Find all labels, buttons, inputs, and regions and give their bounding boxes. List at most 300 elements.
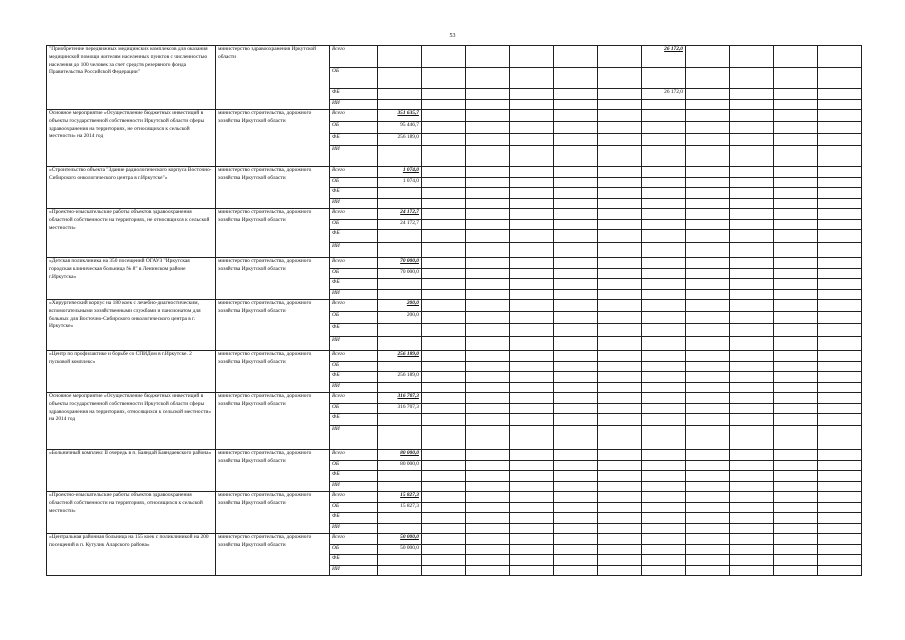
amount-cell	[554, 219, 598, 230]
amount-cell	[686, 492, 730, 503]
amount-cell	[554, 382, 598, 393]
funding-source-cell: ФБ	[330, 324, 378, 337]
table-row	[47, 167, 862, 178]
amount-cell	[818, 513, 862, 524]
amount-cell	[818, 426, 862, 450]
amount-cell	[554, 89, 598, 100]
amount-cell	[642, 361, 686, 372]
amount-cell	[598, 403, 642, 414]
amount-cell	[510, 300, 554, 312]
amount-cell	[818, 361, 862, 372]
amount-cell	[642, 167, 686, 178]
amount-cell	[554, 300, 598, 312]
executor-cell: министерство строительства, дорожного хозяйства Иркутской области	[216, 167, 330, 209]
funding-source-cell: ФБ	[330, 134, 378, 146]
funding-source-cell: ОБ	[330, 502, 378, 513]
amount-cell	[774, 460, 818, 471]
funding-source-cell: ОБ	[330, 460, 378, 471]
amount-cell	[378, 99, 422, 110]
amount-cell	[378, 426, 422, 450]
amount-cell	[422, 534, 466, 545]
amount-cell	[598, 555, 642, 566]
amount-cell	[818, 471, 862, 482]
amount-cell	[554, 351, 598, 362]
amount-cell	[510, 68, 554, 89]
amount-cell	[818, 382, 862, 393]
amount-cell	[554, 450, 598, 461]
amount-cell	[554, 258, 598, 269]
amount-cell	[598, 471, 642, 482]
amount-cell	[774, 481, 818, 492]
amount-cell	[598, 450, 642, 461]
amount-cell	[554, 337, 598, 351]
amount-cell	[510, 414, 554, 426]
funding-source-cell: ИИ	[330, 426, 378, 450]
amount-cell	[598, 382, 642, 393]
amount-cell	[686, 230, 730, 243]
amount-cell	[818, 46, 862, 68]
funding-source-cell: ИИ	[330, 565, 378, 576]
funding-source-cell: ИИ	[330, 382, 378, 393]
amount-cell	[818, 289, 862, 300]
amount-cell	[730, 481, 774, 492]
amount-cell	[686, 300, 730, 312]
amount-cell	[422, 324, 466, 337]
amount-cell	[598, 89, 642, 100]
amount-cell	[598, 243, 642, 258]
amount-cell	[818, 110, 862, 122]
amount-cell	[730, 492, 774, 503]
amount-cell	[510, 89, 554, 100]
amount-cell	[774, 68, 818, 89]
amount-cell	[510, 209, 554, 220]
amount-cell	[378, 188, 422, 199]
amount-cell	[466, 312, 510, 324]
event-name-cell: «Больничный комплекс II очередь в п. Баяндай Баяндаевского района»	[47, 450, 216, 492]
amount-cell	[554, 534, 598, 545]
amount-cell	[774, 209, 818, 220]
amount-cell	[818, 122, 862, 134]
amount-cell	[422, 46, 466, 68]
funding-source-cell: ФБ	[330, 555, 378, 566]
amount-cell	[730, 393, 774, 404]
event-name-cell: «Проектно-изыскательские работы объектов здравоохранения областной собственности на территориях, относящихся к сельской местности»	[47, 492, 216, 534]
amount-cell	[598, 268, 642, 279]
amount-cell	[510, 351, 554, 362]
amount-cell	[686, 134, 730, 146]
amount-cell	[730, 324, 774, 337]
amount-cell	[642, 502, 686, 513]
amount-cell	[466, 289, 510, 300]
amount-cell	[510, 243, 554, 258]
amount-cell	[730, 312, 774, 324]
amount-cell: 26 172,0	[642, 89, 686, 100]
amount-cell	[642, 481, 686, 492]
amount-cell	[598, 534, 642, 545]
amount-cell	[642, 351, 686, 362]
amount-cell	[730, 46, 774, 68]
amount-cell: 70 000,0	[378, 258, 422, 269]
amount-cell	[730, 534, 774, 545]
executor-cell: министерство строительства, дорожного хозяйства Иркутской области	[216, 351, 330, 393]
budget-table	[46, 45, 862, 576]
amount-cell	[774, 337, 818, 351]
amount-cell	[642, 337, 686, 351]
amount-cell	[686, 209, 730, 220]
amount-cell	[686, 89, 730, 100]
amount-cell	[422, 502, 466, 513]
amount-cell	[730, 230, 774, 243]
table-row	[47, 393, 862, 404]
amount-cell	[510, 279, 554, 290]
amount-cell	[818, 243, 862, 258]
amount-cell	[466, 337, 510, 351]
amount-cell	[730, 167, 774, 178]
funding-source-cell: ОБ	[330, 544, 378, 555]
amount-cell	[686, 198, 730, 209]
amount-cell	[554, 403, 598, 414]
amount-cell	[642, 134, 686, 146]
funding-source-cell: Всего	[330, 393, 378, 404]
amount-cell	[422, 167, 466, 178]
amount-cell	[598, 361, 642, 372]
amount-cell	[422, 89, 466, 100]
table-row	[47, 450, 862, 461]
amount-cell	[818, 372, 862, 383]
amount-cell	[554, 544, 598, 555]
amount-cell: 316 707,3	[378, 393, 422, 404]
amount-cell	[554, 188, 598, 199]
amount-cell	[466, 209, 510, 220]
funding-source-cell: Всего	[330, 492, 378, 503]
amount-cell	[774, 502, 818, 513]
amount-cell	[422, 426, 466, 450]
funding-source-cell: Всего	[330, 351, 378, 362]
amount-cell	[598, 312, 642, 324]
amount-cell	[510, 460, 554, 471]
amount-cell	[598, 544, 642, 555]
funding-source-cell: ФБ	[330, 89, 378, 100]
executor-cell: министерство строительства, дорожного хозяйства Иркутской области	[216, 300, 330, 351]
amount-cell	[466, 523, 510, 534]
amount-cell	[554, 565, 598, 576]
event-name-cell: «Строительство объекта "Здание радиологического корпуса Восточно-Сибирского онкологического центра в г.Иркутске"»	[47, 167, 216, 209]
amount-cell	[774, 555, 818, 566]
table-row	[47, 300, 862, 312]
amount-cell	[774, 279, 818, 290]
amount-cell	[686, 167, 730, 178]
amount-cell	[818, 555, 862, 566]
amount-cell	[774, 324, 818, 337]
amount-cell	[818, 300, 862, 312]
amount-cell	[422, 414, 466, 426]
funding-source-cell: ИИ	[330, 99, 378, 110]
amount-cell	[466, 258, 510, 269]
amount-cell	[554, 372, 598, 383]
amount-cell	[818, 492, 862, 503]
amount-cell: 200,0	[378, 300, 422, 312]
funding-source-cell: ОБ	[330, 312, 378, 324]
amount-cell	[466, 146, 510, 167]
amount-cell	[686, 177, 730, 188]
amount-cell	[774, 289, 818, 300]
amount-cell	[598, 230, 642, 243]
amount-cell	[642, 289, 686, 300]
amount-cell	[642, 146, 686, 167]
amount-cell	[818, 403, 862, 414]
amount-cell	[686, 99, 730, 110]
amount-cell	[730, 460, 774, 471]
amount-cell	[598, 110, 642, 122]
amount-cell	[422, 110, 466, 122]
amount-cell	[818, 146, 862, 167]
amount-cell	[554, 289, 598, 300]
amount-cell	[422, 460, 466, 471]
amount-cell	[510, 167, 554, 178]
amount-cell	[774, 565, 818, 576]
amount-cell	[378, 565, 422, 576]
amount-cell	[554, 198, 598, 209]
amount-cell	[642, 177, 686, 188]
executor-cell: министерство строительства, дорожного хозяйства Иркутской области	[216, 450, 330, 492]
funding-source-cell: ИИ	[330, 337, 378, 351]
amount-cell	[510, 450, 554, 461]
amount-cell	[642, 230, 686, 243]
amount-cell	[554, 502, 598, 513]
amount-cell	[818, 502, 862, 513]
amount-cell	[730, 544, 774, 555]
amount-cell	[466, 565, 510, 576]
amount-cell	[774, 258, 818, 269]
amount-cell	[554, 146, 598, 167]
amount-cell	[642, 382, 686, 393]
amount-cell	[598, 188, 642, 199]
amount-cell	[466, 513, 510, 524]
amount-cell	[730, 450, 774, 461]
amount-cell: 95 446,7	[378, 122, 422, 134]
amount-cell	[466, 99, 510, 110]
amount-cell	[774, 450, 818, 461]
funding-source-cell: ИИ	[330, 481, 378, 492]
executor-cell: министерство строительства, дорожного хозяйства Иркутской области	[216, 209, 330, 258]
amount-cell: 1 074,0	[378, 177, 422, 188]
amount-cell	[818, 393, 862, 404]
amount-cell	[378, 382, 422, 393]
amount-cell	[510, 502, 554, 513]
amount-cell	[774, 89, 818, 100]
amount-cell	[730, 565, 774, 576]
amount-cell	[642, 188, 686, 199]
amount-cell	[422, 268, 466, 279]
amount-cell	[466, 502, 510, 513]
funding-source-cell: ОБ	[330, 219, 378, 230]
amount-cell	[466, 492, 510, 503]
amount-cell	[686, 414, 730, 426]
amount-cell	[730, 89, 774, 100]
amount-cell	[466, 300, 510, 312]
amount-cell	[466, 460, 510, 471]
amount-cell	[554, 312, 598, 324]
event-name-cell: Основное мероприятие «Осуществление бюджетных инвестиций в объекты государственной собственности Иркутской области сферы здравоохранения на территориях, не относящихся к сельской местности» на 2014 год	[47, 110, 216, 167]
amount-cell	[730, 279, 774, 290]
amount-cell	[422, 544, 466, 555]
amount-cell	[730, 414, 774, 426]
amount-cell	[378, 146, 422, 167]
amount-cell	[466, 243, 510, 258]
amount-cell	[598, 337, 642, 351]
amount-cell	[774, 414, 818, 426]
amount-cell	[466, 351, 510, 362]
amount-cell	[686, 450, 730, 461]
amount-cell	[510, 198, 554, 209]
amount-cell	[686, 460, 730, 471]
amount-cell	[686, 279, 730, 290]
amount-cell	[422, 289, 466, 300]
amount-cell	[730, 219, 774, 230]
amount-cell	[378, 523, 422, 534]
amount-cell	[686, 289, 730, 300]
amount-cell	[510, 337, 554, 351]
amount-cell	[466, 361, 510, 372]
amount-cell	[730, 555, 774, 566]
amount-cell	[686, 372, 730, 383]
amount-cell	[466, 481, 510, 492]
amount-cell	[510, 471, 554, 482]
amount-cell	[686, 46, 730, 68]
amount-cell	[818, 209, 862, 220]
amount-cell	[554, 523, 598, 534]
amount-cell	[598, 393, 642, 404]
amount-cell	[510, 99, 554, 110]
amount-cell	[686, 188, 730, 199]
amount-cell	[466, 188, 510, 199]
amount-cell	[554, 230, 598, 243]
amount-cell	[422, 471, 466, 482]
funding-source-cell: ФБ	[330, 188, 378, 199]
amount-cell	[730, 351, 774, 362]
amount-cell	[598, 46, 642, 68]
amount-cell	[730, 372, 774, 383]
amount-cell	[642, 268, 686, 279]
amount-cell	[598, 167, 642, 178]
amount-cell	[422, 279, 466, 290]
amount-cell	[554, 361, 598, 372]
amount-cell	[554, 279, 598, 290]
amount-cell	[422, 351, 466, 362]
amount-cell	[422, 209, 466, 220]
amount-cell	[730, 177, 774, 188]
amount-cell	[422, 565, 466, 576]
amount-cell	[510, 230, 554, 243]
funding-source-cell: ОБ	[330, 361, 378, 372]
amount-cell	[598, 122, 642, 134]
funding-source-cell: ОБ	[330, 403, 378, 414]
amount-cell	[378, 68, 422, 89]
amount-cell	[510, 258, 554, 269]
funding-source-cell: ИИ	[330, 146, 378, 167]
amount-cell	[774, 230, 818, 243]
amount-cell	[730, 110, 774, 122]
amount-cell	[818, 279, 862, 290]
amount-cell	[730, 337, 774, 351]
amount-cell	[686, 351, 730, 362]
amount-cell	[598, 177, 642, 188]
amount-cell	[642, 555, 686, 566]
amount-cell	[642, 471, 686, 482]
amount-cell	[554, 492, 598, 503]
amount-cell	[686, 268, 730, 279]
amount-cell	[554, 555, 598, 566]
funding-source-cell: Всего	[330, 258, 378, 269]
amount-cell	[730, 382, 774, 393]
amount-cell	[378, 324, 422, 337]
amount-cell	[598, 134, 642, 146]
amount-cell	[510, 219, 554, 230]
amount-cell	[774, 403, 818, 414]
amount-cell	[554, 393, 598, 404]
amount-cell	[818, 324, 862, 337]
amount-cell	[378, 361, 422, 372]
amount-cell	[642, 372, 686, 383]
amount-cell	[378, 279, 422, 290]
amount-cell	[422, 513, 466, 524]
amount-cell	[466, 426, 510, 450]
amount-cell	[510, 134, 554, 146]
amount-cell	[378, 481, 422, 492]
funding-source-cell: ОБ	[330, 68, 378, 89]
amount-cell	[818, 544, 862, 555]
amount-cell: 80 000,0	[378, 450, 422, 461]
amount-cell	[598, 198, 642, 209]
amount-cell	[774, 393, 818, 404]
amount-cell	[818, 414, 862, 426]
amount-cell	[686, 382, 730, 393]
amount-cell	[730, 268, 774, 279]
amount-cell	[642, 258, 686, 269]
amount-cell	[818, 258, 862, 269]
amount-cell	[510, 146, 554, 167]
amount-cell	[422, 219, 466, 230]
amount-cell	[466, 68, 510, 89]
amount-cell	[642, 513, 686, 524]
amount-cell	[510, 46, 554, 68]
amount-cell	[466, 544, 510, 555]
amount-cell	[774, 534, 818, 545]
amount-cell	[422, 177, 466, 188]
funding-source-cell: ФБ	[330, 513, 378, 524]
amount-cell	[730, 188, 774, 199]
amount-cell: 80 000,0	[378, 460, 422, 471]
event-name-cell: «Центр по профилактике и борьбе со СПИДом в г.Иркутске. 2 пусковой комплекс»	[47, 351, 216, 393]
amount-cell	[466, 110, 510, 122]
table-row	[47, 46, 862, 68]
event-name-cell: Основное мероприятие «Осуществление бюджетных инвестиций в объекты государственной собственности Иркутской области сферы здравоохранения на территориях, относящихся к сельской местности» на 2014 год	[47, 393, 216, 450]
amount-cell	[818, 219, 862, 230]
amount-cell	[554, 481, 598, 492]
amount-cell	[554, 513, 598, 524]
executor-cell: министерство строительства, дорожного хозяйства Иркутской области	[216, 492, 330, 534]
amount-cell	[598, 300, 642, 312]
funding-source-cell: ОБ	[330, 177, 378, 188]
amount-cell	[466, 393, 510, 404]
amount-cell: 256 189,0	[378, 134, 422, 146]
amount-cell	[774, 492, 818, 503]
amount-cell	[378, 89, 422, 100]
executor-cell: министерство строительства, дорожного хозяйства Иркутской области	[216, 393, 330, 450]
amount-cell	[686, 146, 730, 167]
amount-cell	[774, 382, 818, 393]
amount-cell	[730, 258, 774, 269]
